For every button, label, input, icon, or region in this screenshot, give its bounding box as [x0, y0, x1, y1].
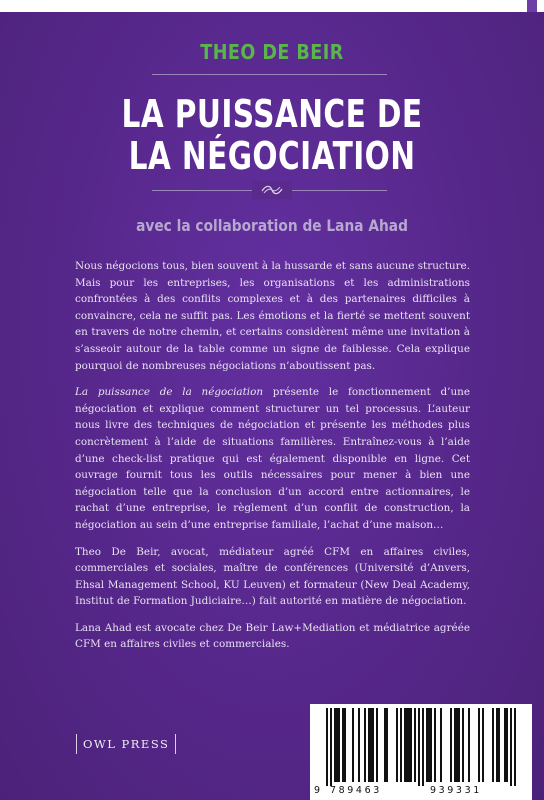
barcode-bar	[396, 708, 398, 782]
barcode-bar	[454, 708, 456, 782]
barcode-bar	[410, 708, 412, 782]
barcode-bar	[482, 708, 484, 782]
barcode-lead-digit: 9	[314, 785, 321, 796]
barcode-bar	[334, 708, 336, 782]
barcode-bar	[478, 708, 480, 782]
barcode-bar	[498, 708, 500, 782]
blurb-paragraph-1: Nous négocions tous, bien souvent à la hussarde et sans aucune structure. Mais pour les entreprises, les organisations et les administrations confrontées à des conflits complexes et à des partenaires difficiles à convaincre, cela ne suffit pas. Les émotions et la fierté se mettent souvent en travers de notre chemin, et certains considèrent même une invitation à s’asseoir autour de la table comme un signe de faiblesse. Cela explique pourquoi de nombreuses négociations n’aboutissent pas.	[75, 260, 470, 372]
flourish-icon	[252, 181, 292, 199]
book-title-line-1: LA PUISSANCE DE	[121, 92, 423, 136]
barcode-bars	[316, 704, 526, 786]
author-bio: Theo De Beir, avocat, médiateur agréé CFM en affaires civiles, commerciales et sociales, maître de conférences (Université d’Anvers, Ehsal Management School, KU Leuven) et formateur (New Deal Academy, Institut de Formation Judiciaire…) fait autorité en matière de négociation.	[75, 545, 470, 608]
barcode-bar	[338, 708, 340, 782]
publisher-logo: OWL PRESS	[76, 734, 176, 754]
barcode-bar	[352, 708, 354, 782]
book-title-italic: La puissance de la négociation	[75, 386, 264, 399]
barcode-bar	[418, 708, 420, 786]
blurb-paragraph-2-text: présente le fonctionnement d’une négociation et explique comment structurer un tel processus. L’auteur nous livre des techniques de négociation et présente les méthodes plus concrètement à l’aide de situations familières. Entraînez-vous à l’aide d’une check-list pratique qui est également disponible en ligne. Cet ouvrage fournit tous les outils nécessaires pour mener à bien une négociation telle que la conclusion d’un accord entre actionnaires, le rachat d’une entreprise, le règlement d’un conflit de construction, la négociation au sein d’une entreprise familiale, l’achat d’une maison…	[75, 386, 470, 531]
top-edge	[0, 0, 544, 12]
title-rule-top	[152, 74, 387, 75]
barcode-bar	[514, 708, 516, 786]
barcode-bar	[384, 708, 386, 782]
barcode-bar	[468, 708, 470, 782]
blurb-paragraph-2	[75, 384, 470, 533]
barcode-bar	[430, 708, 432, 782]
blurb-text	[75, 258, 470, 663]
barcode-bar	[336, 708, 338, 782]
book-title-line-2: LA NÉGOCIATION	[128, 134, 416, 178]
barcode-bar	[330, 708, 332, 786]
barcode-number	[314, 784, 528, 798]
barcode-bar	[492, 708, 494, 782]
author-name: THEO DE BEIR	[200, 40, 344, 64]
barcode-bar	[440, 708, 442, 782]
barcode-bar	[368, 708, 370, 782]
collaboration-subtitle: avec la collaboration de Lana Ahad	[136, 216, 408, 235]
barcode-bar	[344, 708, 346, 782]
barcode-bar	[428, 708, 430, 782]
barcode-bar	[462, 708, 464, 782]
barcode-bar	[326, 708, 328, 786]
isbn-barcode	[310, 704, 532, 800]
barcode-bar	[358, 708, 360, 782]
barcode-bar	[342, 708, 344, 782]
barcode-bar	[496, 708, 498, 782]
barcode-bar	[364, 708, 366, 782]
barcode-bar	[376, 708, 378, 782]
barcode-bar	[404, 708, 406, 782]
barcode-bar	[456, 708, 458, 782]
barcode-bar	[510, 708, 512, 786]
barcode-bar	[370, 708, 372, 782]
barcode-bar	[406, 708, 408, 782]
top-edge-notch	[527, 0, 537, 12]
barcode-bar	[434, 708, 436, 782]
barcode-right-digits: 939331	[430, 785, 482, 796]
barcode-bar	[504, 708, 506, 782]
barcode-bar	[458, 708, 460, 782]
barcode-bar	[426, 708, 428, 782]
barcode-bar	[386, 708, 388, 782]
barcode-bar	[422, 708, 424, 786]
barcode-left-digits: 789463	[330, 785, 382, 796]
barcode-bar	[400, 708, 402, 782]
barcode-bar	[506, 708, 508, 782]
coauthor-bio: Lana Ahad est avocate chez De Beir Law+Mediation et médiatrice agréée CFM en affaires civiles et commerciales.	[75, 621, 470, 651]
barcode-bar	[414, 708, 416, 782]
barcode-bar	[408, 708, 410, 782]
barcode-bar	[450, 708, 452, 782]
barcode-bar	[372, 708, 374, 782]
